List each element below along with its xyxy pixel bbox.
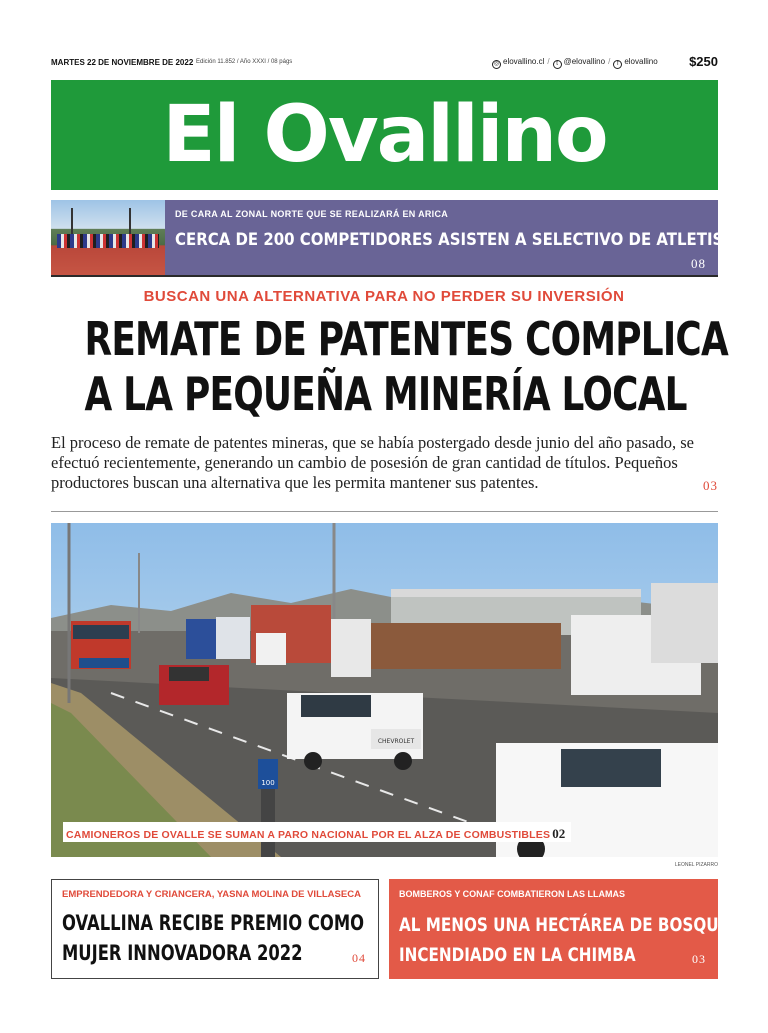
award-kicker: EMPRENDEDORA Y CRIANCERA, YASNA MOLINA DE VILLASECA <box>62 889 361 900</box>
twitter-icon: t <box>553 60 562 69</box>
teaser-kicker: DE CARA AL ZONAL NORTE QUE SE REALIZARÁ EN ARICA <box>175 209 449 219</box>
fire-kicker: BOMBEROS Y CONAF COMBATIERON LAS LLAMAS <box>399 889 626 899</box>
masthead <box>51 80 718 190</box>
main-page-number: 03 <box>703 478 718 493</box>
price: $250 <box>689 54 718 69</box>
photo-page-number: 02 <box>552 826 566 841</box>
photo-caption-text: CAMIONEROS DE OVALLE SE SUMAN A PARO NACIONAL POR EL ALZA DE COMBUSTIBLES <box>66 829 551 841</box>
fire-headline-line-1: AL MENOS UNA HECTÁREA DE BOSQUE <box>399 914 729 936</box>
main-lead: El proceso de remate de patentes mineras, que se había postergado desde junio del año pasado, se efectuó recientemente, generando un cambio de posesión de gran cantidad de títulos. Pequeños productores buscan una alternativa que les permita mantener sus patentes. <box>51 433 694 492</box>
main-headline-line-2: A LA PEQUEÑA MINERÍA LOCAL <box>84 367 687 421</box>
photo-caption[interactable] <box>63 822 571 842</box>
fire-page-number: 03 <box>692 952 706 966</box>
trucks-photo <box>51 523 718 857</box>
award-page-number: 04 <box>352 951 366 965</box>
truck-brand-text: CHEVROLET <box>377 738 415 745</box>
main-headline-line-1: REMATE DE PATENTES COMPLICA <box>84 312 728 366</box>
sports-teaser[interactable] <box>51 200 751 277</box>
facebook-link[interactable]: elovallino <box>624 57 658 66</box>
teaser-headline[interactable]: CERCA DE 200 COMPETIDORES ASISTEN A SELECTIVO DE ATLETISMO <box>175 230 751 250</box>
social-links: ◎ elovallino.cl / t @elovallino / f elovallino <box>493 57 658 67</box>
fire-headline[interactable] <box>399 910 729 970</box>
divider <box>51 511 718 512</box>
main-headline[interactable] <box>0 312 768 422</box>
teaser-page-number: 08 <box>691 256 706 271</box>
globe-icon: ◎ <box>493 61 500 67</box>
edition-info: Edición 11.852 / Año XXXI / 08 págs <box>196 59 293 65</box>
facebook-icon: f <box>613 60 622 69</box>
photo-credit: LEONEL PIZARRO <box>674 862 718 868</box>
road-sign-text: 100 <box>261 779 275 787</box>
top-bar <box>51 55 718 71</box>
main-kicker: BUSCAN UNA ALTERNATIVA PARA NO PERDER SU INVERSIÓN <box>143 288 625 305</box>
award-teaser[interactable] <box>51 879 379 979</box>
athletics-photo <box>51 200 165 275</box>
twitter-link[interactable]: @elovallino <box>563 57 606 66</box>
website-link[interactable]: elovallino.cl <box>503 57 545 66</box>
fire-teaser[interactable] <box>389 879 729 979</box>
award-headline-line-2: MUJER INNOVADORA 2022 <box>62 941 303 965</box>
award-headline[interactable] <box>62 908 364 968</box>
award-headline-line-1: OVALLINA RECIBE PREMIO COMO <box>62 911 365 935</box>
fire-headline-line-2: INCENDIADO EN LA CHIMBA <box>399 944 636 966</box>
newspaper-logo: El Ovallino <box>162 90 607 180</box>
issue-date: MARTES 22 DE NOVIEMBRE DE 2022 <box>51 58 194 67</box>
